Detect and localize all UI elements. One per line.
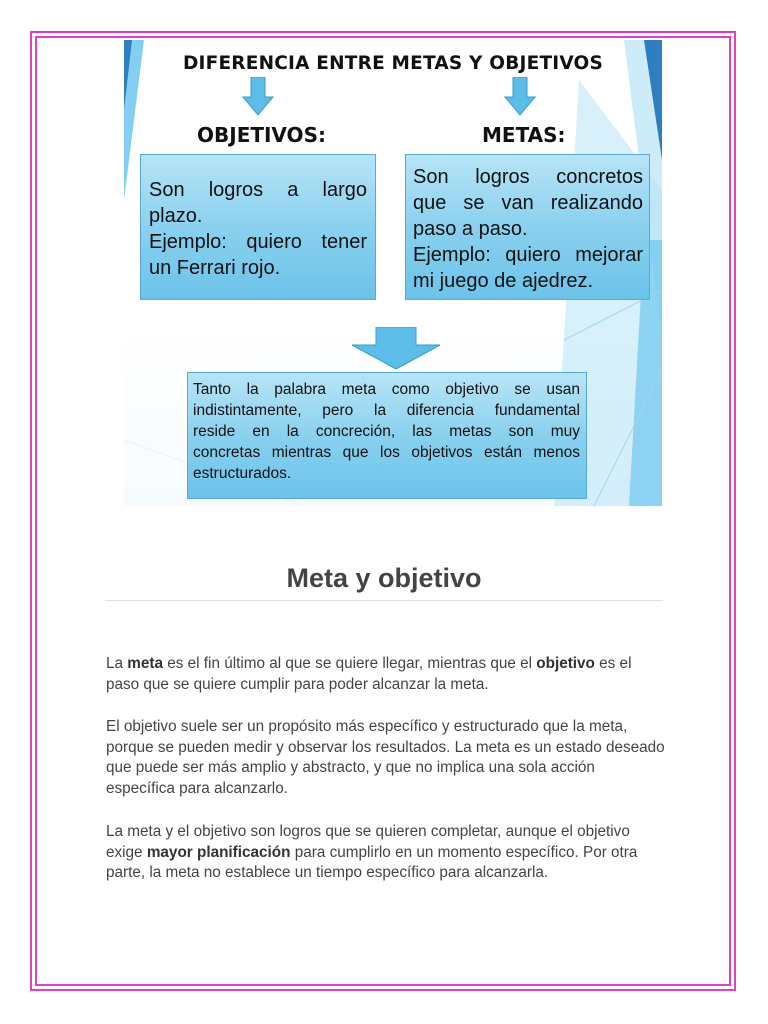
- text-run: La meta y el objetivo son logros que se quieren completar, aunque el objetivo exige: [106, 823, 630, 861]
- text-run: La: [106, 655, 128, 672]
- summary-box: [187, 372, 587, 499]
- summary-line: indistintamente, pero la diferencia fundamental: [193, 402, 580, 419]
- metas-line: Son logros concretos: [413, 166, 643, 188]
- summary-line: estructurados.: [193, 465, 292, 482]
- paragraph-2: El objetivo suele ser un propósito más específico y estructurado que la meta, porque se pueden medir y observar los resultados. La meta es un estado deseado que puede ser más amplio y abstracto, y que no implica una sola acción específica para alcanzarlo.: [106, 718, 665, 797]
- article-title: Meta y objetivo: [286, 563, 482, 593]
- bold-term-objetivo: objetivo: [536, 655, 595, 672]
- paragraph-1: [106, 654, 666, 695]
- objetivos-heading: OBJETIVOS:: [197, 123, 326, 147]
- text-run: es el fin último al que se quiere llegar, mientras que el: [162, 655, 537, 672]
- down-arrow-icon: [242, 77, 274, 117]
- down-arrow-icon: [350, 327, 442, 371]
- metas-heading: METAS:: [482, 123, 566, 147]
- summary-line: reside en la concreción, las metas son muy: [193, 423, 580, 440]
- bold-term-planificacion: mayor planificación: [146, 843, 291, 861]
- metas-line: que se van realizando: [413, 192, 643, 214]
- metas-line: Ejemplo: quiero mejorar: [413, 244, 643, 266]
- text-run: para cumplirlo en un momento específico. Por otra parte, la meta no establece un tiempo específico para alcanzarla.: [106, 843, 638, 881]
- slide-image: [124, 40, 662, 506]
- objetivos-box: [140, 154, 376, 300]
- objetivos-line: Son logros a largo: [149, 179, 367, 201]
- metas-box: [405, 154, 650, 300]
- text-run: es el paso que se quiere cumplir para poder alcanzar la meta.: [106, 655, 632, 693]
- summary-line: concretas mientras que los objetivos están menos: [193, 444, 580, 461]
- slide-title: DIFERENCIA ENTRE METAS Y OBJETIVOS: [182, 53, 603, 74]
- objetivos-line: Ejemplo: quiero tener: [149, 231, 367, 253]
- down-arrow-icon: [504, 77, 536, 117]
- paragraph-3: [106, 822, 666, 884]
- bold-term-meta: meta: [127, 655, 163, 672]
- objetivos-line: un Ferrari rojo.: [149, 257, 281, 279]
- metas-line: mi juego de ajedrez.: [413, 270, 594, 292]
- title-divider: [105, 600, 663, 601]
- metas-line: paso a paso.: [413, 218, 528, 240]
- summary-line: Tanto la palabra meta como objetivo se usan: [193, 381, 580, 398]
- objetivos-line: plazo.: [149, 205, 203, 227]
